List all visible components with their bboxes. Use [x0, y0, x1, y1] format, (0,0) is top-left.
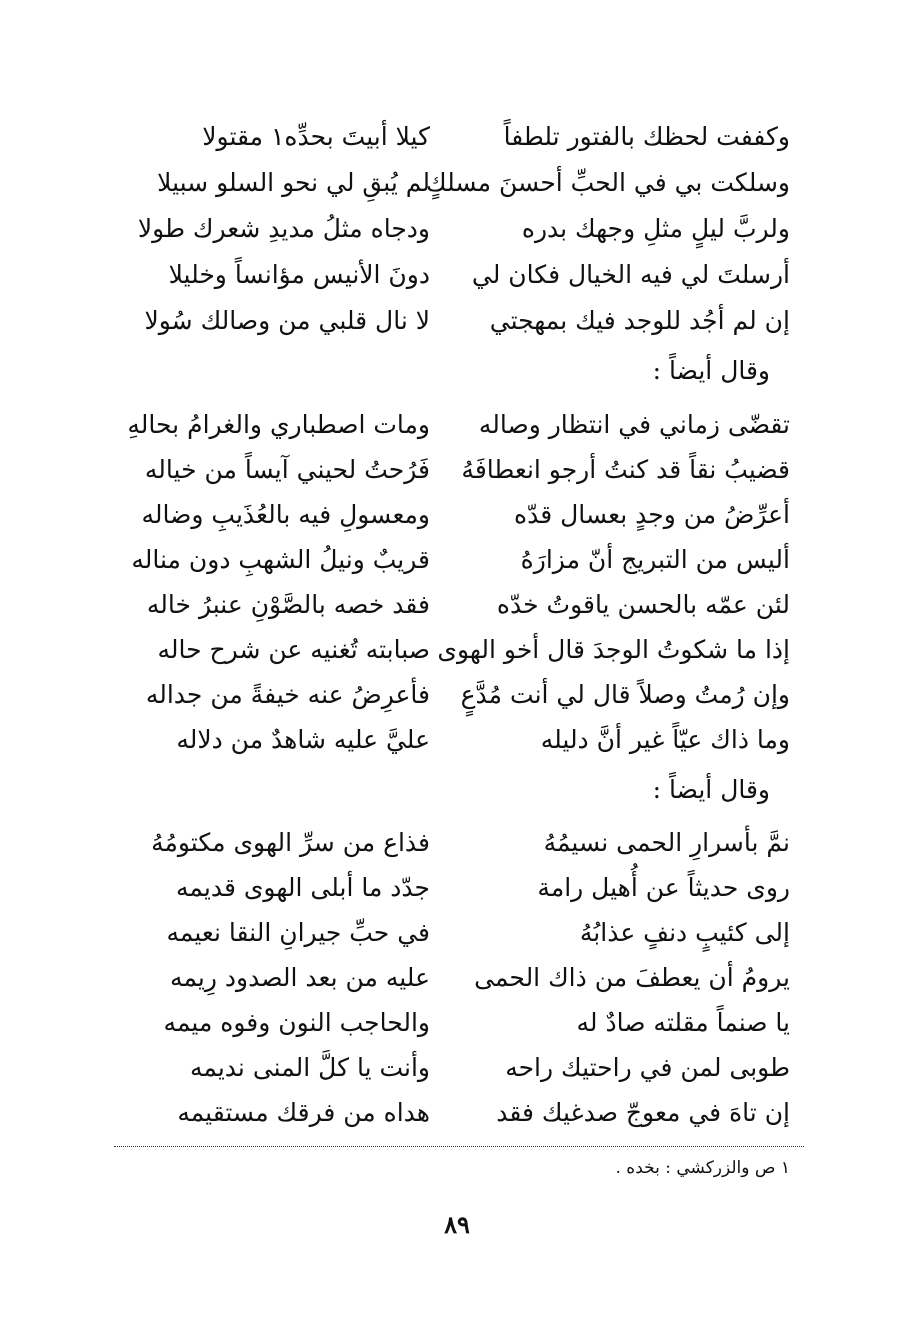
verse-3-1-first-hemistich: نمَّ بأسرارِ الحمى نسيمُهُ — [543, 828, 790, 857]
verse-3-2-second-hemistich: جدّد ما أبلى الهوى قديمه — [176, 873, 430, 902]
verse-3-6-first-hemistich: طوبى لمن في راحتيك راحه — [505, 1053, 790, 1082]
verse-2-5-second-hemistich: فقد خصه بالصَّوْنِ عنبرُ خاله — [146, 590, 430, 619]
verse-1-2-second-hemistich: لم يُبقِ لي نحو السلو سبيلا — [157, 168, 430, 197]
section-2-intro: وقال أيضاً : — [652, 356, 770, 385]
verse-2-1-second-hemistich: ومات اصطباري والغرامُ بحالهِ — [127, 410, 430, 439]
verse-1-1-second-hemistich: كيلا أبيتَ بحدِّه١ مقتولا — [202, 122, 430, 151]
verse-2-8-first-hemistich: وما ذاك عيّاً غير أنَّ دليله — [540, 725, 790, 754]
verse-1-3-first-hemistich: ولربَّ ليلٍ مثلِ وجهك بدره — [521, 214, 790, 243]
footnote: ١ ص والزركشي : بخده . — [615, 1158, 790, 1178]
verse-2-6-first-hemistich: إذا ما شكوتُ الوجدَ قال أخو الهوى — [437, 635, 790, 664]
verse-1-3-second-hemistich: ودجاه مثلُ مديدِ شعرك طولا — [137, 214, 430, 243]
verse-2-5-first-hemistich: لئن عمّه بالحسن ياقوتُ خدّه — [496, 590, 790, 619]
page-number: ٨٩ — [444, 1210, 470, 1239]
verse-3-7-first-hemistich: إن تاهَ في معوجّ صدغيك فقد — [496, 1098, 790, 1127]
section-3-intro: وقال أيضاً : — [652, 775, 770, 804]
verse-3-6-second-hemistich: وأنت يا كلَّ المنى نديمه — [189, 1053, 430, 1082]
verse-2-3-second-hemistich: ومعسولِ فيه بالعُذَيبِ وضاله — [141, 500, 430, 529]
verse-3-5-second-hemistich: والحاجب النون وفوه ميمه — [163, 1008, 430, 1037]
verse-2-7-second-hemistich: فأعرِضُ عنه خيفةً من جداله — [145, 680, 430, 709]
verse-3-3-first-hemistich: إلى كئيبٍ دنفٍ عذابُهُ — [579, 918, 790, 947]
verse-3-1-second-hemistich: فذاع من سرِّ الهوى مكتومُهُ — [151, 828, 430, 857]
verse-1-4-second-hemistich: دونَ الأنيس مؤانساً وخليلا — [168, 260, 430, 289]
footnote-separator — [114, 1146, 804, 1147]
verse-2-7-first-hemistich: وإن رُمتُ وصلاً قال لي أنت مُدَّعٍ — [460, 680, 790, 709]
verse-1-5-first-hemistich: إن لم أجُد للوجد فيك بمهجتي — [489, 306, 790, 335]
verse-3-4-first-hemistich: يرومُ أن يعطفَ من ذاك الحمى — [474, 963, 790, 992]
verse-2-2-first-hemistich: قضيبُ نقاً قد كنتُ أرجو انعطافَهُ — [461, 455, 790, 484]
verse-2-6-second-hemistich: صبابته تُغنيه عن شرح حاله — [157, 635, 430, 664]
verse-3-7-second-hemistich: هداه من فرقك مستقيمه — [177, 1098, 430, 1127]
verse-1-5-second-hemistich: لا نال قلبي من وصالك سُولا — [144, 306, 430, 335]
verse-1-4-first-hemistich: أرسلتَ لي فيه الخيال فكان لي — [471, 260, 790, 289]
verse-3-5-first-hemistich: يا صنماً مقلته صادٌ له — [576, 1008, 790, 1037]
verse-2-8-second-hemistich: عليَّ عليه شاهدٌ من دلاله — [176, 725, 430, 754]
verse-1-2-first-hemistich: وسلكت بي في الحبِّ أحسنَ مسلكٍ — [426, 168, 790, 197]
verse-3-2-first-hemistich: روى حديثاً عن أُهيل رامة — [537, 873, 790, 902]
verse-2-1-first-hemistich: تقضّى زماني في انتظار وصاله — [478, 410, 790, 439]
verse-2-4-second-hemistich: قريبٌ ونيلُ الشهبِ دون مناله — [131, 545, 430, 574]
verse-3-3-second-hemistich: في حبِّ جيرانِ النقا نعيمه — [166, 918, 430, 947]
verse-2-3-first-hemistich: أعرِّضُ من وجدٍ بعسال قدّه — [513, 500, 790, 529]
verse-1-1-first-hemistich: وكففت لحظك بالفتور تلطفاً — [503, 122, 790, 151]
verse-2-4-first-hemistich: أليس من التبريج أنّ مزارَهُ — [520, 545, 790, 574]
verse-3-4-second-hemistich: عليه من بعد الصدود رِيمه — [170, 963, 430, 992]
verse-2-2-second-hemistich: فَرُحتُ لحيني آيساً من خياله — [144, 455, 430, 484]
